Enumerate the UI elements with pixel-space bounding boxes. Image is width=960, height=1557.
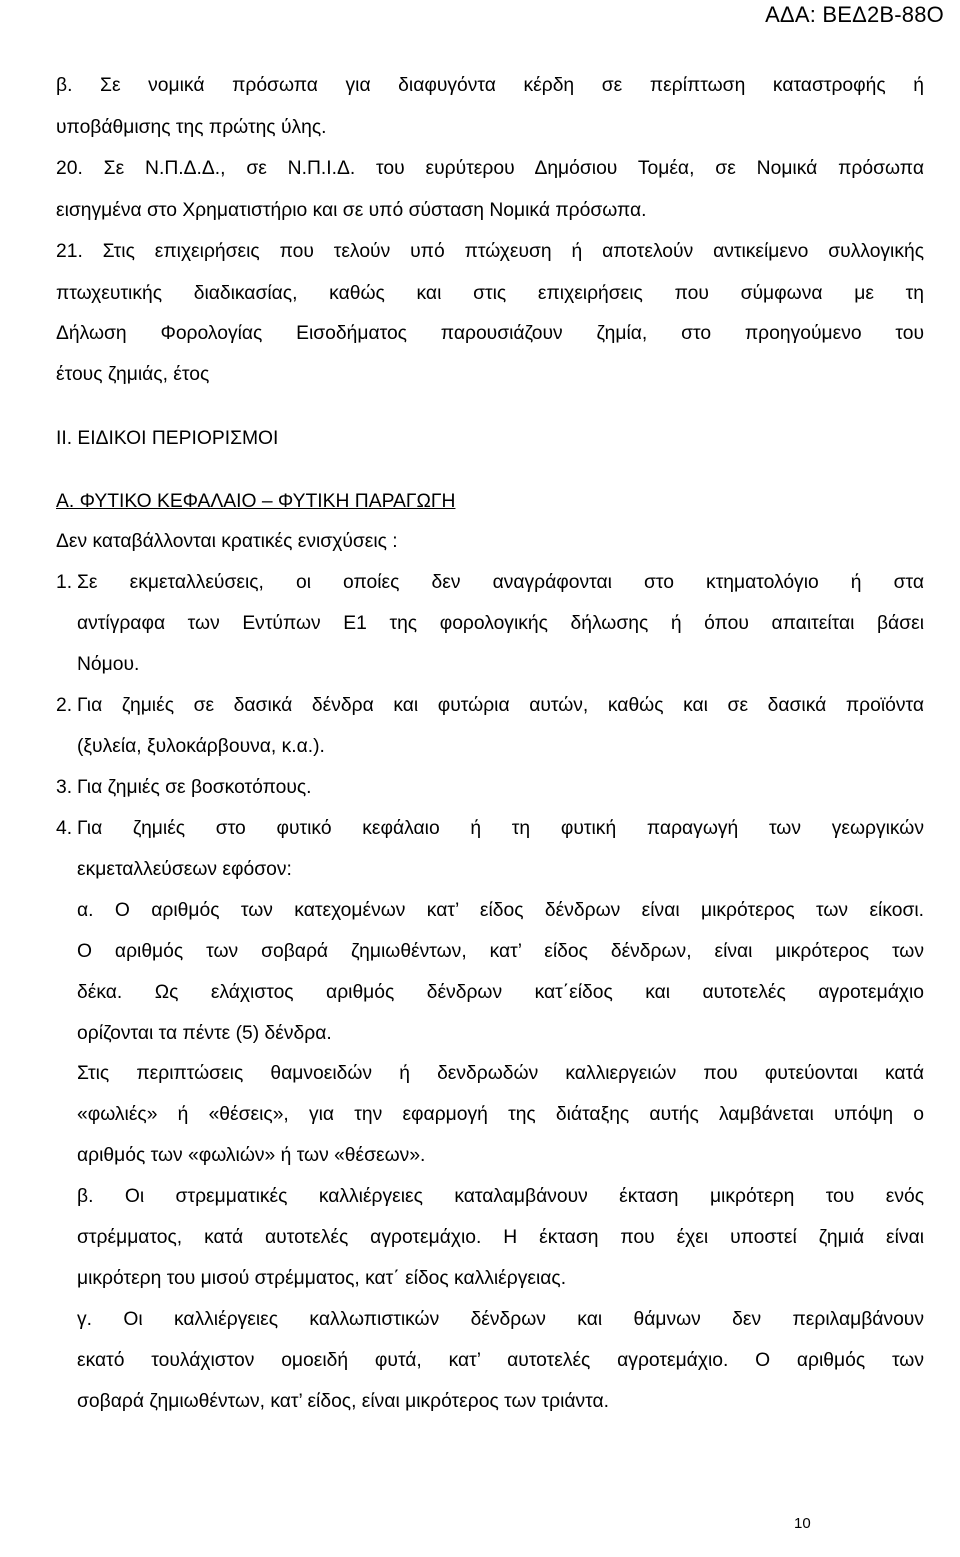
text-line: (ξυλεία, ξυλοκάρβουνα, κ.α.). (77, 736, 325, 757)
subsection-heading: Α. ΦΥΤΙΚΟ ΚΕΦΑΛΑΙΟ – ΦΥΤΙΚΗ ΠΑΡΑΓΩΓΗ (56, 491, 456, 512)
text-line: Σε εκμεταλλεύσεις, οι οποίες δεν αναγράφονται στο κτηματολόγιο ή στα (77, 572, 924, 593)
document-code: ΑΔΑ: ΒΕΔ2Β-88Ο (765, 2, 944, 27)
text-line: εισηγμένα στο Χρηματιστήριο και σε υπό σύσταση Νομικά πρόσωπα. (56, 200, 647, 221)
text-line: Νόμου. (77, 654, 140, 675)
text-line: υποβάθμισης της πρώτης ύλης. (56, 117, 327, 138)
page-number: 10 (794, 1515, 811, 1532)
text-line: β. Σε νομικά πρόσωπα για διαφυγόντα κέρδη σε περίπτωση καταστροφής ή (56, 75, 924, 96)
text-line: β. Οι στρεμματικές καλλιέργειες καταλαμβάνουν έκταση μικρότερη του ενός (77, 1186, 924, 1207)
text-line: έτους ζημιάς, έτος (56, 364, 210, 385)
text-line: δέκα. Ως ελάχιστος αριθμός δένδρων κατ΄είδος και αυτοτελές αγροτεμάχιο (77, 982, 924, 1003)
text-line: Στις περιπτώσεις θαμνοειδών ή δενδρωδών καλλιεργειών που φυτεύονται κατά (77, 1063, 924, 1084)
text-line: γ. Οι καλλιέργειες καλλωπιστικών δένδρων και θάμνων δεν περιλαμβάνουν (77, 1309, 924, 1330)
text-line: α. Ο αριθμός των κατεχομένων κατ’ είδος δένδρων είναι μικρότερος των είκοσι. (77, 900, 924, 921)
list-number: 4. (56, 818, 73, 839)
text-line: αντίγραφα των Εντύπων Ε1 της φορολογικής δήλωσης ή όπου απαιτείται βάσει (77, 613, 924, 634)
list-number: 1. (56, 572, 73, 593)
list-number: 2. (56, 695, 73, 716)
text-line: «φωλιές» ή «θέσεις», για την εφαρμογή της διάταξης αυτής λαμβάνεται υπόψη ο (77, 1104, 924, 1125)
text-line: εκμεταλλεύσεων εφόσον: (77, 859, 292, 880)
text-line: Δήλωση Φορολογίας Εισοδήματος παρουσιάζουν ζημία, στο προηγούμενο του (56, 323, 924, 344)
text-line: εκατό τουλάχιστον ομοειδή φυτά, κατ’ αυτοτελές αγροτεμάχιο. Ο αριθμός των (77, 1350, 924, 1371)
text-line: πτωχευτικής διαδικασίας, καθώς και στις επιχειρήσεις που σύμφωνα με τη (56, 283, 924, 304)
text-line: αριθμός των «φωλιών» ή των «θέσεων». (77, 1145, 426, 1166)
text-line: Για ζημιές σε δασικά δένδρα και φυτώρια αυτών, καθώς και σε δασικά προϊόντα (77, 695, 924, 716)
text-line: Για ζημιές στο φυτικό κεφάλαιο ή τη φυτική παραγωγή των γεωργικών (77, 818, 924, 839)
text-line: ορίζονται τα πέντε (5) δένδρα. (77, 1023, 332, 1044)
text-line: Για ζημιές σε βοσκοτόπους. (77, 777, 312, 798)
text-line: σοβαρά ζημιωθέντων, κατ’ είδος, είναι μικρότερος των τριάντα. (77, 1391, 610, 1412)
text-line: μικρότερη του μισού στρέμματος, κατ΄ είδος καλλιέργειας. (77, 1268, 567, 1289)
section-heading: ΙΙ. ΕΙΔΙΚΟΙ ΠΕΡΙΟΡΙΣΜΟΙ (56, 428, 279, 449)
text-line: Ο αριθμός των σοβαρά ζημιωθέντων, κατ’ είδος δένδρων, είναι μικρότερος των (77, 941, 924, 962)
list-number: 3. (56, 777, 73, 798)
intro-text: Δεν καταβάλλονται κρατικές ενισχύσεις : (56, 531, 398, 552)
text-line: στρέμματος, κατά αυτοτελές αγροτεμάχιο. Η έκταση που έχει υποστεί ζημιά είναι (77, 1227, 924, 1248)
text-line: 20. Σε Ν.Π.Δ.Δ., σε Ν.Π.Ι.Δ. του ευρύτερου Δημόσιου Τομέα, σε Νομικά πρόσωπα (56, 158, 924, 179)
text-line: 21. Στις επιχειρήσεις που τελούν υπό πτώχευση ή αποτελούν αντικείμενο συλλογικής (56, 241, 924, 262)
